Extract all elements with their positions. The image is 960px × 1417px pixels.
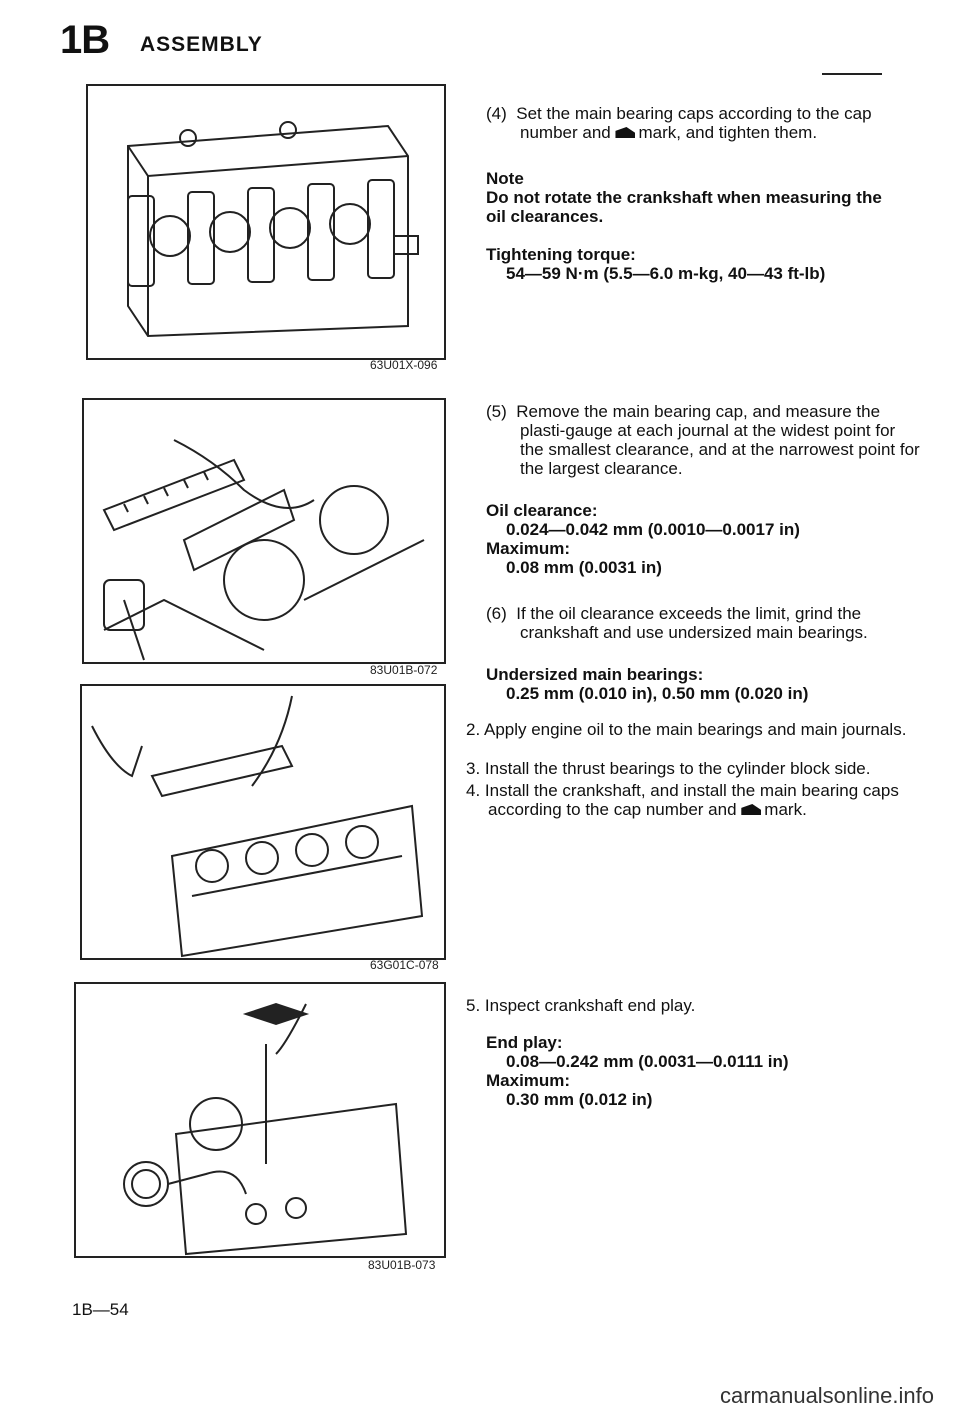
note-label: Note: [486, 169, 524, 188]
step-5-number: (5): [486, 402, 507, 421]
torque-spec: [486, 245, 886, 283]
step-4-install-text-b: mark.: [764, 800, 807, 819]
step-3: [466, 759, 908, 778]
note-text: Do not rotate the crankshaft when measuring the oil clearances.: [486, 188, 882, 226]
step-3-text: Install the thrust bearings to the cylinder block side.: [484, 759, 871, 778]
end-play-max-label: Maximum:: [486, 1071, 571, 1090]
torque-value: 54—59 N·m (5.5—6.0 m-kg, 40—43 ft-lb): [506, 264, 826, 283]
crankshaft-illustration: [82, 686, 444, 958]
page-number: 1B—54: [72, 1300, 129, 1319]
step-4: [486, 104, 920, 142]
figure-code-2: 83U01B-072: [370, 663, 438, 677]
step-2: [466, 720, 908, 739]
step-5-endplay: [466, 996, 886, 1015]
step-5: [486, 402, 920, 478]
step-4-text-b: mark, and tighten them.: [638, 123, 818, 142]
undersized-value: 0.25 mm (0.010 in), 0.50 mm (0.020 in): [506, 684, 809, 703]
end-play-spec: [486, 1033, 886, 1109]
step-3-number: 3.: [466, 759, 481, 778]
oil-clearance-value: 0.024—0.042 mm (0.0010—0.0017 in): [506, 520, 800, 539]
step-5-endplay-number: 5.: [466, 996, 481, 1015]
plastigauge-illustration: [84, 400, 444, 662]
end-play-value: 0.08—0.242 mm (0.0031—0.0111 in): [506, 1052, 789, 1071]
step-6: [486, 604, 920, 642]
step-4-install-number: 4.: [466, 781, 481, 800]
undersized-spec: [486, 665, 886, 703]
figure-code-4: 83U01B-073: [368, 1258, 436, 1272]
cap-mark-icon-2: [741, 804, 761, 815]
end-play-max-value: 0.30 mm (0.012 in): [506, 1090, 653, 1109]
end-play-label: End play:: [486, 1033, 563, 1052]
step-4-install: [466, 781, 908, 819]
step-2-number: 2.: [466, 720, 481, 739]
header-rule: [822, 73, 882, 75]
step-6-text: If the oil clearance exceeds the limit, grind the crankshaft and use undersized main bearings.: [516, 604, 868, 642]
step-6-number: (6): [486, 604, 507, 623]
step-5-text: Remove the main bearing cap, and measure the plasti-gauge at each journal at the widest point for the smallest clearance, and at the narrowest point for the largest clearance.: [516, 402, 920, 478]
torque-label: Tightening torque:: [486, 245, 636, 264]
step-5-endplay-text: Inspect crankshaft end play.: [484, 996, 696, 1015]
oil-max-value: 0.08 mm (0.0031 in): [506, 558, 662, 577]
end-play-illustration: [76, 984, 444, 1256]
section-title: ASSEMBLY: [140, 33, 263, 56]
figure-code-3: 63G01C-078: [370, 958, 439, 972]
cap-mark-icon: [615, 127, 635, 138]
oil-clearance-spec: [486, 501, 886, 577]
undersized-label: Undersized main bearings:: [486, 665, 704, 684]
engine-block-illustration: [88, 86, 444, 358]
step-4-number: (4): [486, 104, 507, 123]
watermark: carmanualsonline.info: [719, 1383, 934, 1408]
figure-crankshaft-install: [80, 684, 446, 960]
step-4-text-a: Set the main bearing caps according to the cap number and: [516, 104, 872, 142]
section-number: 1B: [60, 18, 110, 62]
figure-end-play: [74, 982, 446, 1258]
figure-code-1: 63U01X-096: [370, 358, 438, 372]
figure-main-bearing-caps: [86, 84, 446, 360]
oil-max-label: Maximum:: [486, 539, 571, 558]
step-2-text: Apply engine oil to the main bearings and main journals.: [483, 720, 907, 739]
figure-plastigauge-measure: [82, 398, 446, 664]
step-4-install-text-a: Install the crankshaft, and install the main bearing caps according to the cap number and: [484, 781, 899, 819]
oil-clearance-label: Oil clearance:: [486, 501, 598, 520]
